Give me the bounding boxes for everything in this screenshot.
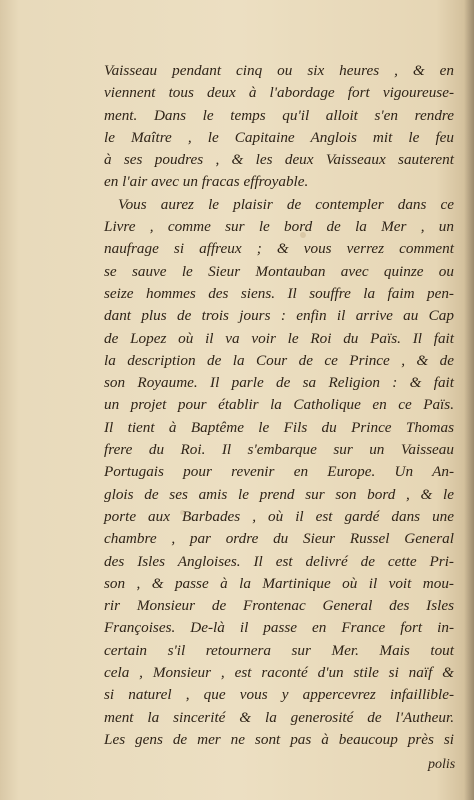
text-line: dant plus de trois jours : enfin il arrive au Cap xyxy=(104,307,454,325)
text-line: ment la sincerité & la generosité de l'Autheur. xyxy=(104,708,454,726)
text-line: Livre , comme sur le bord de la Mer , un xyxy=(104,218,454,236)
text-line: cela , Monsieur , est raconté d'un stile si naïf & xyxy=(104,664,454,682)
text-line: le Maître , le Capitaine Anglois mit le feu xyxy=(104,128,454,146)
text-line: la description de la Cour de ce Prince , & de xyxy=(104,351,454,369)
text-line: Portugais pour revenir en Europe. Un An- xyxy=(104,463,454,481)
text-line: certain s'il retournera sur Mer. Mais tout xyxy=(104,641,454,659)
text-line: des Isles Angloises. Il est delivré de cette Pri- xyxy=(104,552,454,570)
text-line: son , & passe à la Martinique où il voit mou- xyxy=(104,574,454,592)
text-line: seize hommes des siens. Il souffre la faim pen- xyxy=(104,284,454,302)
text-line: rir Monsieur de Frontenac General des Isles xyxy=(104,597,454,615)
text-line: si naturel , que vous y appercevrez infaillible- xyxy=(104,686,454,704)
text-line: Vaisseau pendant cinq ou six heures , & en xyxy=(104,62,454,79)
text-line: de Lopez où il va voir le Roi du Païs. Il fait xyxy=(104,329,454,347)
text-line: porte aux Barbades , où il est gardé dans une xyxy=(104,507,454,525)
text-line: Vous aurez le plaisir de contempler dans ce xyxy=(118,195,454,213)
text-line: en l'air avec un fracas effroyable. xyxy=(104,173,309,191)
text-line: Les gens de mer ne sont pas à beaucoup près si xyxy=(104,730,454,748)
text-line: glois de ses amis le prend sur son bord , & le xyxy=(104,485,454,503)
page-edge-shadow xyxy=(464,0,474,800)
text-line: un projet pour établir la Catholique en ce Païs. xyxy=(104,396,454,414)
text-line: se sauve le Sieur Montauban avec quinze ou xyxy=(104,262,454,280)
text-line: naufrage si affreux ; & vous verrez comment xyxy=(104,240,454,258)
text-line: Il tient à Baptême le Fils du Prince Thomas xyxy=(104,418,454,436)
text-line: à ses poudres , & les deux Vaisseaux sauterent xyxy=(104,151,454,169)
text-line: frere du Roi. Il s'embarque sur un Vaisseau xyxy=(104,441,454,459)
text-line: ment. Dans le temps qu'il alloit s'en rendre xyxy=(104,106,454,124)
text-line: viennent tous deux à l'abordage fort vigoureuse- xyxy=(104,84,454,102)
text-line: Françoises. De-là il passe en France fort in- xyxy=(104,619,454,637)
catchword: polis xyxy=(428,757,456,772)
text-line: chambre , par ordre du Sieur Russel General xyxy=(104,530,454,548)
text-line: son Royaume. Il parle de sa Religion : & fait xyxy=(104,374,454,392)
page-text-body xyxy=(104,60,454,751)
